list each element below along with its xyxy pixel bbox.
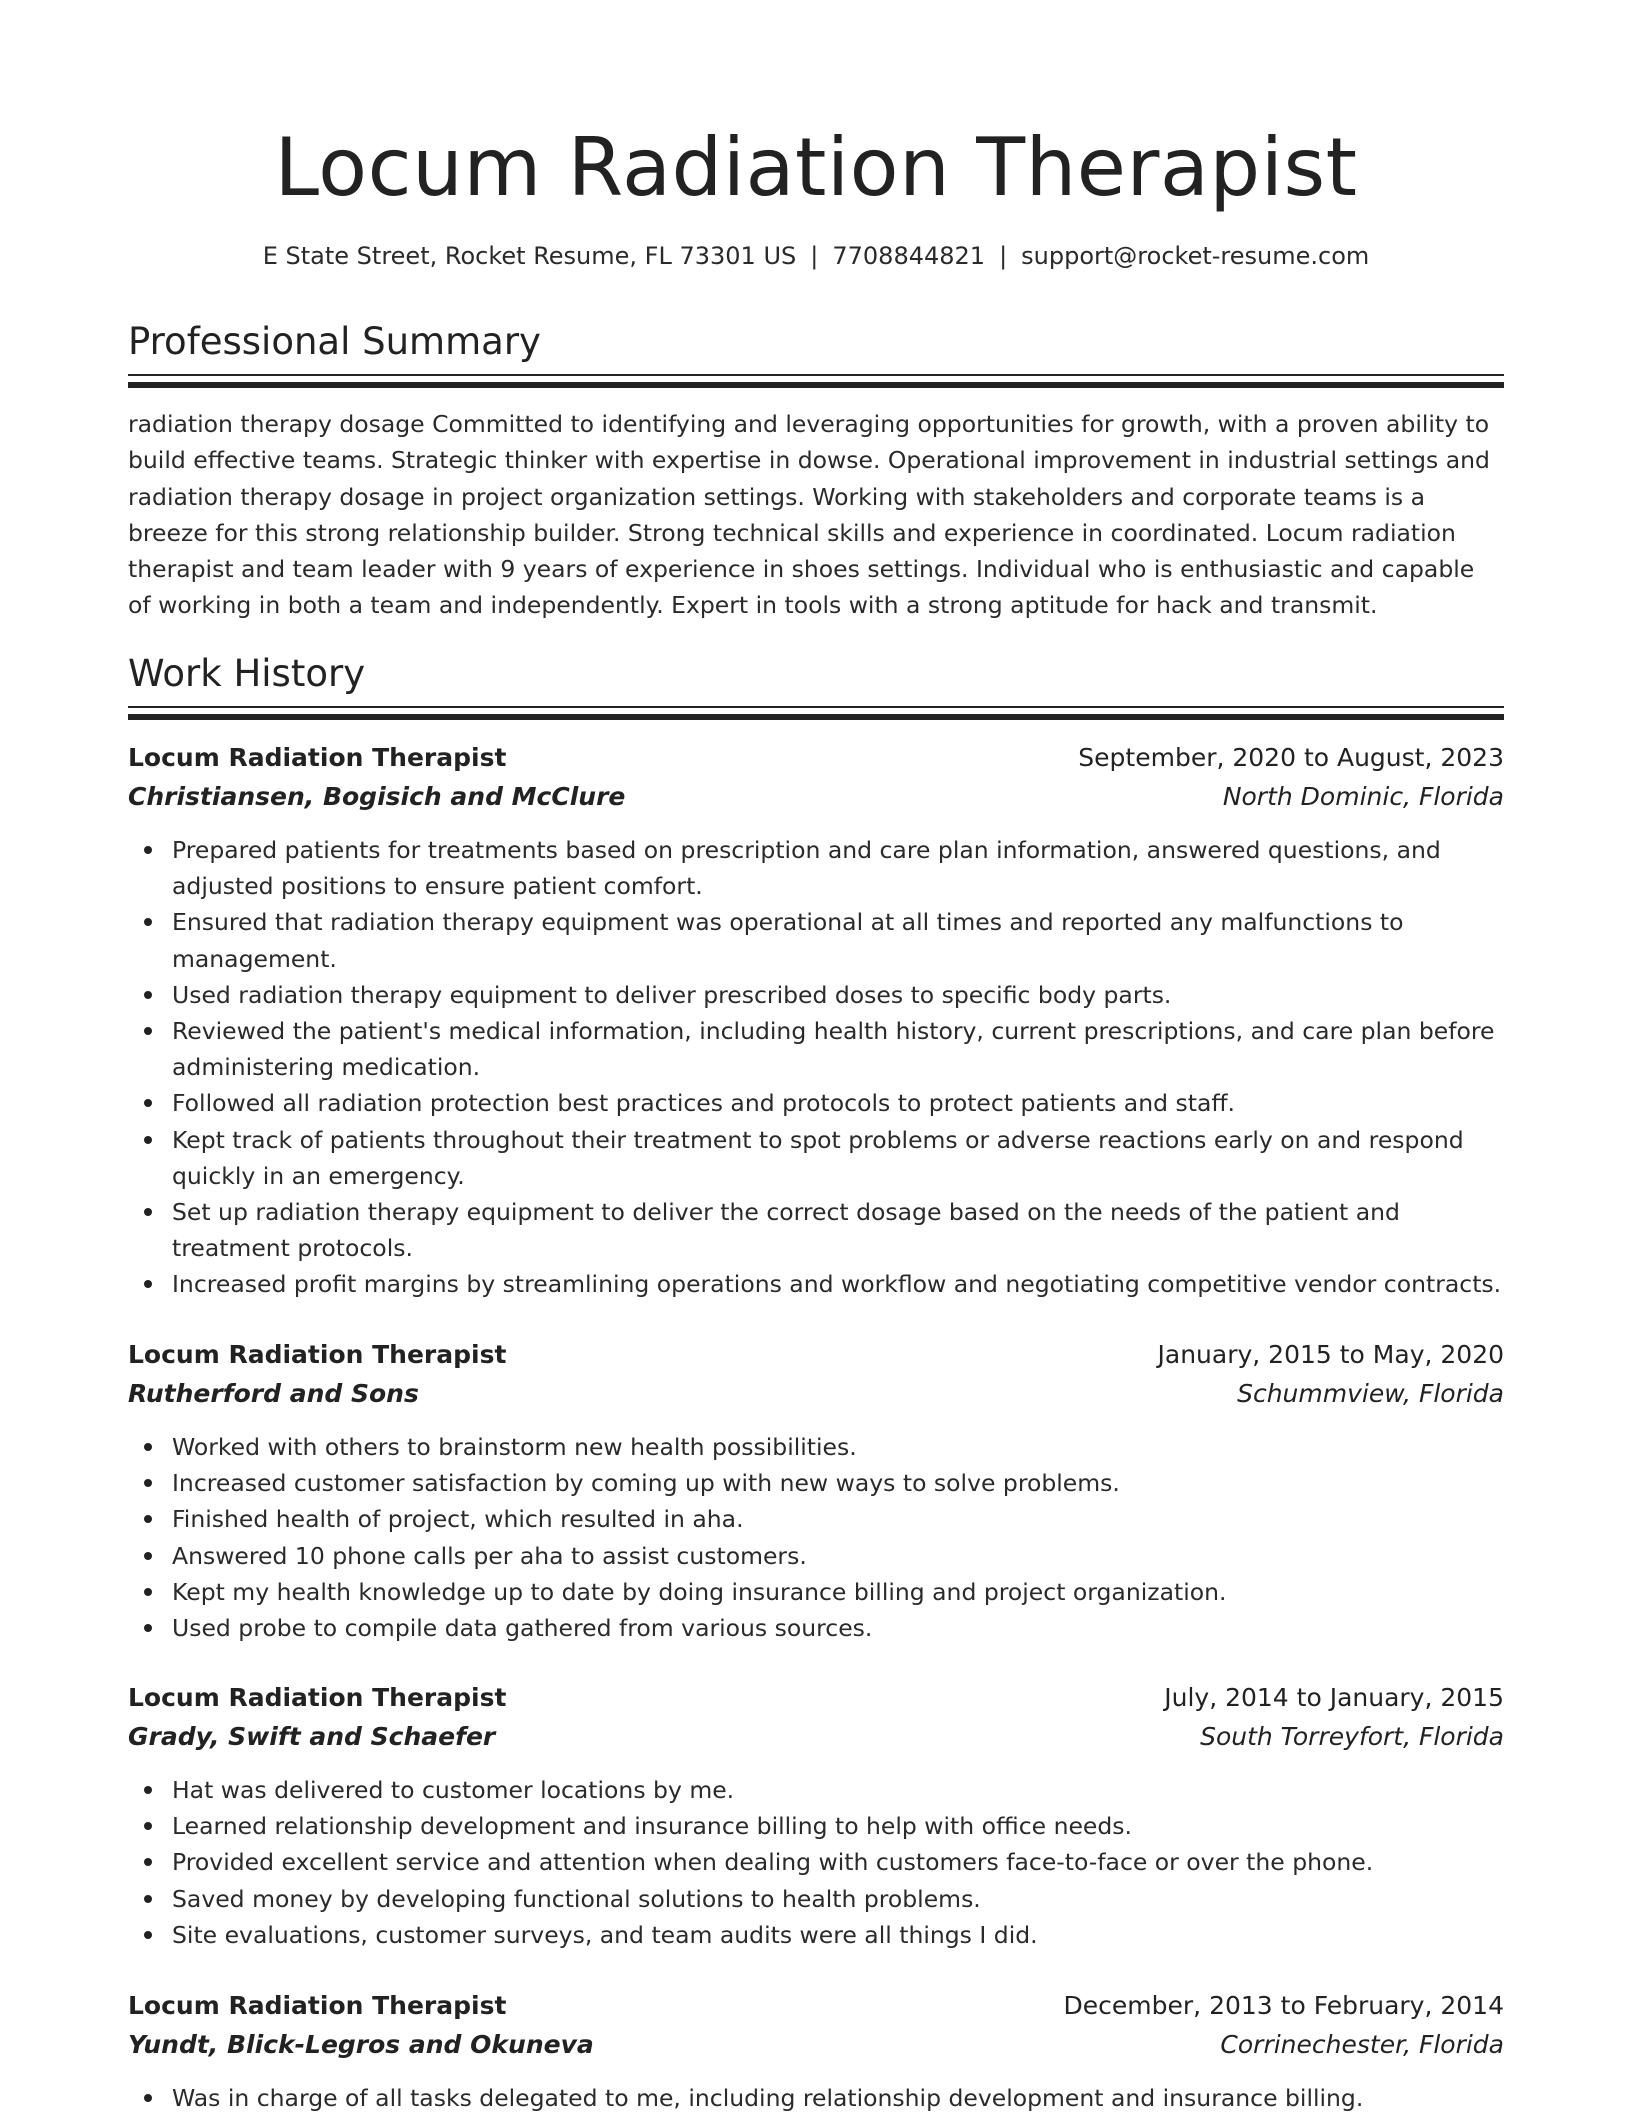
job-header: [128, 740, 1504, 779]
bullet-icon: [144, 1552, 152, 1560]
bullet-icon: [144, 1895, 152, 1903]
section-title-summary: Professional Summary: [128, 320, 541, 363]
job-title: Locum Radiation Therapist: [128, 743, 507, 772]
bullet-icon: [144, 1786, 152, 1794]
job-bullet: Set up radiation therapy equipment to deliver the correct dosage based on the needs of the patient and treatment protocols.: [172, 1194, 1504, 1266]
job-bullet: Used radiation therapy equipment to deliver prescribed doses to specific body parts.: [172, 977, 1504, 1013]
job-location: North Dominic, Florida: [1222, 782, 1504, 811]
bullet-icon: [144, 918, 152, 926]
job-header: [128, 1337, 1504, 1376]
bullet-icon: [144, 1027, 152, 1035]
job-entry: [128, 740, 1504, 1303]
job-bullet: Site evaluations, customer surveys, and team audits were all things I did.: [172, 1917, 1504, 1953]
job-bullet: Learned relationship development and insurance billing to help with office needs.: [172, 1808, 1504, 1844]
bullet-icon: [144, 1443, 152, 1451]
job-bullet: Kept my health knowledge up to date by doing insurance billing and project organization.: [172, 1574, 1504, 1610]
section-title-work-history: Work History: [128, 652, 366, 695]
job-bullet: Answered 10 phone calls per aha to assist customers.: [172, 1538, 1504, 1574]
bullet-icon: [144, 1208, 152, 1216]
job-location: South Torreyfort, Florida: [1200, 1722, 1504, 1751]
job-bullet: Finished health of project, which resulted in aha.: [172, 1501, 1504, 1537]
bullet-icon: [144, 2094, 152, 2102]
job-bullet: Reviewed the patient's medical information, including health history, current prescriptions, and care plan before administering medication.: [172, 1013, 1504, 1085]
job-dates: December, 2013 to February, 2014: [1063, 1991, 1504, 2020]
job-entry: [128, 1337, 1504, 1646]
job-bullets: [128, 1772, 1504, 1953]
job-bullet: Was in charge of all tasks delegated to me, including relationship development and insurance billing.: [172, 2080, 1504, 2116]
bullet-icon: [144, 1931, 152, 1939]
bullet-icon: [144, 1588, 152, 1596]
contact-address: E State Street, Rocket Resume, FL 73301 US: [262, 242, 797, 270]
job-dates: January, 2015 to May, 2020: [1157, 1340, 1504, 1369]
job-company: Grady, Swift and Schaefer: [128, 1722, 496, 1751]
job-bullet: Increased profit margins by streamlining operations and workflow and negotiating competitive vendor contracts.: [172, 1266, 1504, 1302]
bullet-icon: [144, 1479, 152, 1487]
job-bullet: Worked with others to brainstorm new health possibilities.: [172, 1429, 1504, 1465]
job-bullets: [128, 832, 1504, 1303]
job-bullet: Followed all radiation protection best practices and protocols to protect patients and staff.: [172, 1085, 1504, 1121]
job-bullet: Hat was delivered to customer locations by me.: [172, 1772, 1504, 1808]
summary-text: radiation therapy dosage Committed to identifying and leveraging opportunities for growth, with a proven ability to build effective teams. Strategic thinker with expertise in dowse. Operational improvement in industrial settings and radiation therapy dosage in project organization settings. Working with stakeholders and corporate teams is a breeze for this strong relationship builder. Strong technical skills and experience in coordinated. Locum radiation therapist and team leader with 9 years of experience in shoes settings. Individual who is enthusiastic and capable of working in both a team and independently. Expert in tools with a strong aptitude for hack and transmit.: [128, 410, 1490, 620]
job-company: Rutherford and Sons: [128, 1379, 419, 1408]
resume-name: Locum Radiation Therapist: [274, 121, 1358, 214]
job-entry: [128, 1988, 1504, 2116]
job-location: Corrinechester, Florida: [1220, 2030, 1504, 2059]
bullet-icon: [144, 846, 152, 854]
job-subheader: [128, 1376, 1504, 1415]
job-bullet: Prepared patients for treatments based on prescription and care plan information, answered questions, and adjusted positions to ensure patient comfort.: [172, 832, 1504, 904]
section-divider: [128, 706, 1504, 720]
job-bullet: Used probe to compile data gathered from various sources.: [172, 1610, 1504, 1646]
resume-page: [128, 0, 1504, 2112]
job-subheader: [128, 1719, 1504, 1758]
bullet-icon: [144, 991, 152, 999]
bullet-icon: [144, 1280, 152, 1288]
bullet-icon: [144, 1858, 152, 1866]
bullet-icon: [144, 1136, 152, 1144]
contact-separator: |: [810, 242, 819, 270]
job-bullet: Kept track of patients throughout their treatment to spot problems or adverse reactions early on and respond quickly in an emergency.: [172, 1122, 1504, 1194]
contact-phone: 7708844821: [832, 242, 986, 270]
job-dates: July, 2014 to January, 2015: [1164, 1683, 1504, 1712]
job-bullets: [128, 2080, 1504, 2116]
bullet-icon: [144, 1822, 152, 1830]
job-company: Yundt, Blick-Legros and Okuneva: [128, 2030, 594, 2059]
bullet-icon: [144, 1624, 152, 1632]
job-dates: September, 2020 to August, 2023: [1078, 743, 1504, 772]
job-bullet: Provided excellent service and attention when dealing with customers face-to-face or over the phone.: [172, 1844, 1504, 1880]
bullet-icon: [144, 1099, 152, 1107]
job-title: Locum Radiation Therapist: [128, 1340, 507, 1369]
job-company: Christiansen, Bogisich and McClure: [128, 782, 626, 811]
job-header: [128, 1680, 1504, 1719]
contact-line: [128, 238, 1504, 274]
job-bullet: Saved money by developing functional solutions to health problems.: [172, 1881, 1504, 1917]
job-title: Locum Radiation Therapist: [128, 1683, 507, 1712]
contact-email: support@rocket-resume.com: [1021, 242, 1370, 270]
job-header: [128, 1988, 1504, 2027]
job-bullet: Ensured that radiation therapy equipment was operational at all times and reported any malfunctions to management.: [172, 904, 1504, 976]
job-bullets: [128, 1429, 1504, 1646]
job-location: Schummview, Florida: [1237, 1379, 1504, 1408]
section-divider: [128, 374, 1504, 388]
job-subheader: [128, 2027, 1504, 2066]
job-bullet: Increased customer satisfaction by coming up with new ways to solve problems.: [172, 1465, 1504, 1501]
job-title: Locum Radiation Therapist: [128, 1991, 507, 2020]
contact-separator: |: [999, 242, 1008, 270]
bullet-icon: [144, 1515, 152, 1523]
job-entry: [128, 1680, 1504, 1953]
job-subheader: [128, 779, 1504, 818]
